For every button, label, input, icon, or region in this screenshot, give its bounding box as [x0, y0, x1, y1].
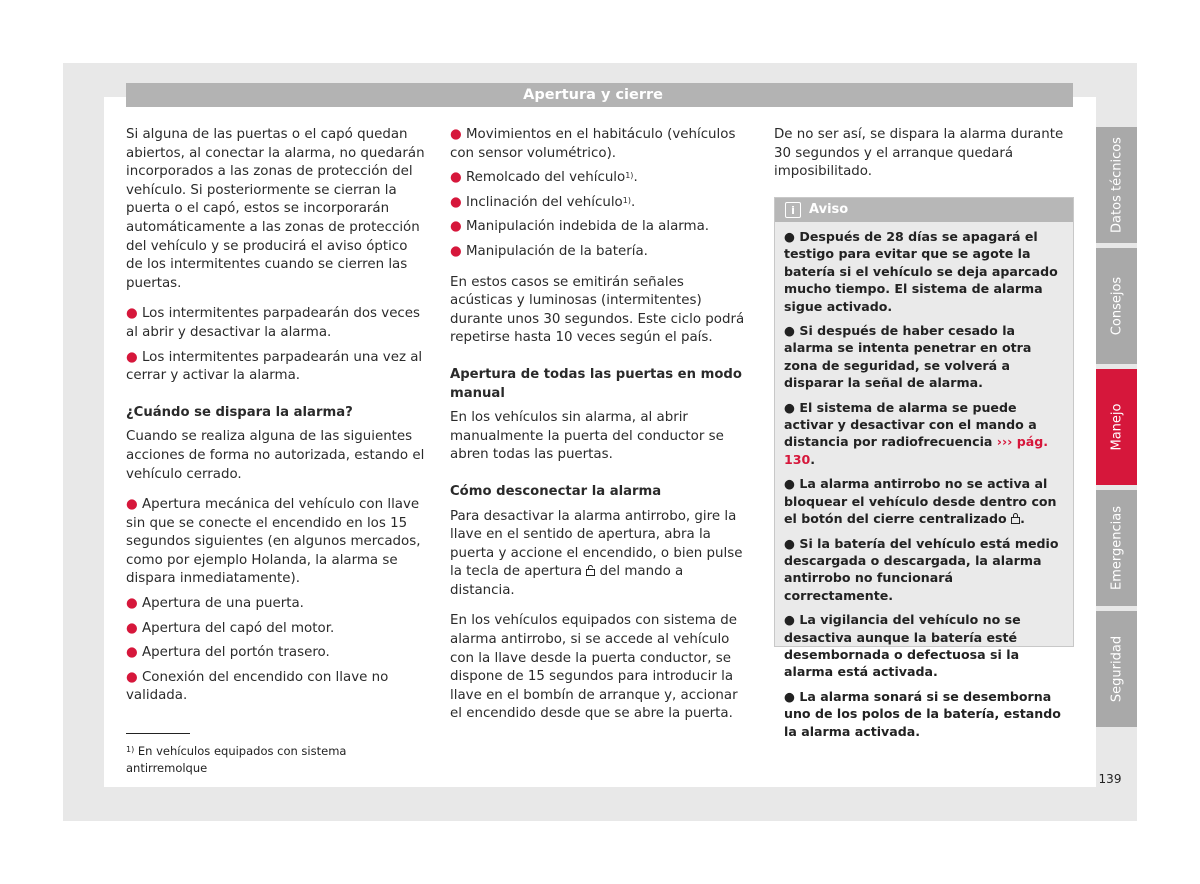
warning-box — [774, 197, 1074, 739]
paragraph: De no ser así, se dispara la alarma durante 30 segundos y el arranque quedará imposibilitado. — [774, 127, 1064, 180]
unlock-icon — [586, 565, 595, 576]
list-item: ● Los intermitentes parpadearán una vez al cerrar y activar la alarma. — [126, 349, 423, 384]
list-item: ● Apertura del capó del motor. — [126, 620, 335, 636]
warning-item: ● Si la batería del vehículo está medio descargada o descargada, la alarma antirrobo no funcionará correctamente. — [784, 535, 1059, 603]
tab-datos-tecnicos[interactable]: Datos técnicos — [1096, 127, 1137, 243]
list-item: ● Los intermitentes parpadearán dos veces al abrir y desactivar la alarma. — [126, 306, 421, 340]
warning-title: Aviso — [809, 202, 849, 217]
paragraph: Si alguna de las puertas o el capó quedan abiertos, al conectar la alarma, no quedarán incorporados a las zonas de protección del vehículo. Si posteriormente se cierran la puerta o el capó, estos se incorporarán automáticamente a las zonas de protección del vehículo y se producirá el aviso óptico de los intermitentes cuando se cierren las puertas. — [126, 127, 425, 291]
paragraph: En los vehículos sin alarma, al abrir manualmente la puerta del conductor se abren todas las puertas. — [450, 410, 724, 463]
list-item: ● Manipulación de la batería. — [450, 243, 648, 259]
column-2 — [450, 126, 750, 736]
warning-item: ● La alarma antirrobo no se activa al bloquear el vehículo desde dentro con el botón del cierre centralizado . — [784, 476, 1057, 527]
footnote-rule — [126, 733, 190, 734]
info-icon: i — [785, 202, 801, 218]
section-header: Apertura y cierre — [126, 83, 1073, 107]
footnote: $^{1)}$ En vehículos equipados con sistema antirremolque — [126, 744, 347, 775]
subheading: Apertura de todas las puertas en modo manual — [450, 366, 742, 401]
list-item: ● Apertura mecánica del vehículo con llave sin que se conecte el encendido en los 15 segundos siguientes (en algunos mercados, como por ejemplo Holanda, la alarma se dispara inmediatamente). — [126, 497, 421, 587]
list-item: ● Apertura del portón trasero. — [126, 645, 330, 661]
column-3 — [774, 126, 1074, 194]
page-reference-link[interactable]: ››› pág. 130 — [784, 434, 1049, 467]
tab-consejos[interactable]: Consejos — [1096, 248, 1137, 364]
column-1 — [126, 126, 426, 712]
list-item: ● Manipulación indebida de la alarma. — [450, 219, 710, 235]
tab-seguridad[interactable]: Seguridad — [1096, 611, 1137, 727]
list-item: ● Remolcado del vehículo$^{1)}$. — [450, 170, 638, 186]
subheading: ¿Cuándo se dispara la alarma? — [126, 404, 353, 420]
list-item: ● Apertura de una puerta. — [126, 596, 304, 612]
paragraph: Para desactivar la alarma antirrobo, gire la llave en el sentido de apertura, abra la puerta y accione el encendido, o bien pulse la tecla de apertura del mando a distancia. — [450, 508, 743, 598]
paragraph: En los vehículos equipados con sistema de alarma antirrobo, si se accede al vehículo con la llave desde la puerta conductor, se dispone de 15 segundos para introducir la llave en el bombín de arranque y, accionar el encendido desde que se abre la puerta. — [450, 613, 738, 722]
warning-item: ● Después de 28 días se apagará el testigo para evitar que se agote la batería si el vehículo se deja aparcado mucho tiempo. El sistema de alarma sigue activado. — [784, 229, 1058, 314]
warning-header — [775, 198, 1073, 222]
warning-item: ● La alarma sonará si se desemborna uno de los polos de la batería, estando la alarma activada. — [784, 688, 1061, 739]
page-number: 139 — [1098, 772, 1122, 786]
paragraph: Cuando se realiza alguna de las siguientes acciones de forma no autorizada, estando el vehículo cerrado. — [126, 429, 425, 482]
list-item: ● Movimientos en el habitáculo (vehículos con sensor volumétrico). — [450, 127, 736, 161]
tab-emergencias[interactable]: Emergencias — [1096, 490, 1137, 606]
subheading: Cómo desconectar la alarma — [450, 483, 662, 499]
list-item: ● Conexión del encendido con llave no validada. — [126, 669, 389, 704]
footnote-ref: 1) — [622, 195, 631, 205]
warning-item: ● Si después de haber cesado la alarma se intenta penetrar en otra zona de seguridad, se volverá a disparar la señal de alarma. — [784, 323, 1032, 391]
lock-icon — [1011, 513, 1020, 524]
paragraph: En estos casos se emitirán señales acústicas y luminosas (intermitentes) durante unos 30 segundos. Este ciclo podrá repetirse hasta 10 veces según el país. — [450, 274, 745, 346]
list-item: ● Inclinación del vehículo$^{1)}$. — [450, 194, 636, 210]
footnote-ref: 1) — [625, 171, 634, 181]
tab-manejo[interactable]: Manejo — [1096, 369, 1137, 485]
warning-item: ● El sistema de alarma se puede activar y desactivar con el mando a distancia por radiofrecuencia ››› pág. 130. — [784, 399, 1049, 467]
warning-item: ● La vigilancia del vehículo no se desactiva aunque la batería esté desembornada o defectuosa si la alarma está activada. — [784, 612, 1021, 680]
